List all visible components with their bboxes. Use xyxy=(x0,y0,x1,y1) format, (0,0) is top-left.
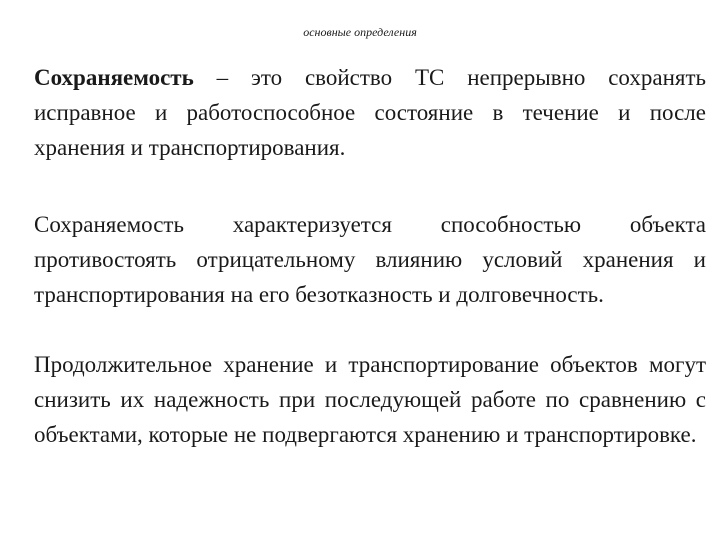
definition-text: – это свойство ТС непрерывно сохранять исправное и работоспособное состояние в течение и после хранения и транспортирования. xyxy=(34,65,706,160)
characteristic-paragraph: Сохраняемость характеризуется способностью объекта противостоять отрицательному влиянию условий хранения и транспортирования на его безотказность и долговечность. xyxy=(34,212,706,307)
definition-term: Сохраняемость xyxy=(34,65,194,90)
slide-header: основные определения xyxy=(303,25,417,39)
definition-paragraph xyxy=(34,60,706,165)
storage-effect-paragraph: Продолжительное хранение и транспортирование объектов могут снизить их надежность при последующей работе по сравнению с объектами, которые не подвергаются хранению и транспортировке. xyxy=(34,352,706,447)
